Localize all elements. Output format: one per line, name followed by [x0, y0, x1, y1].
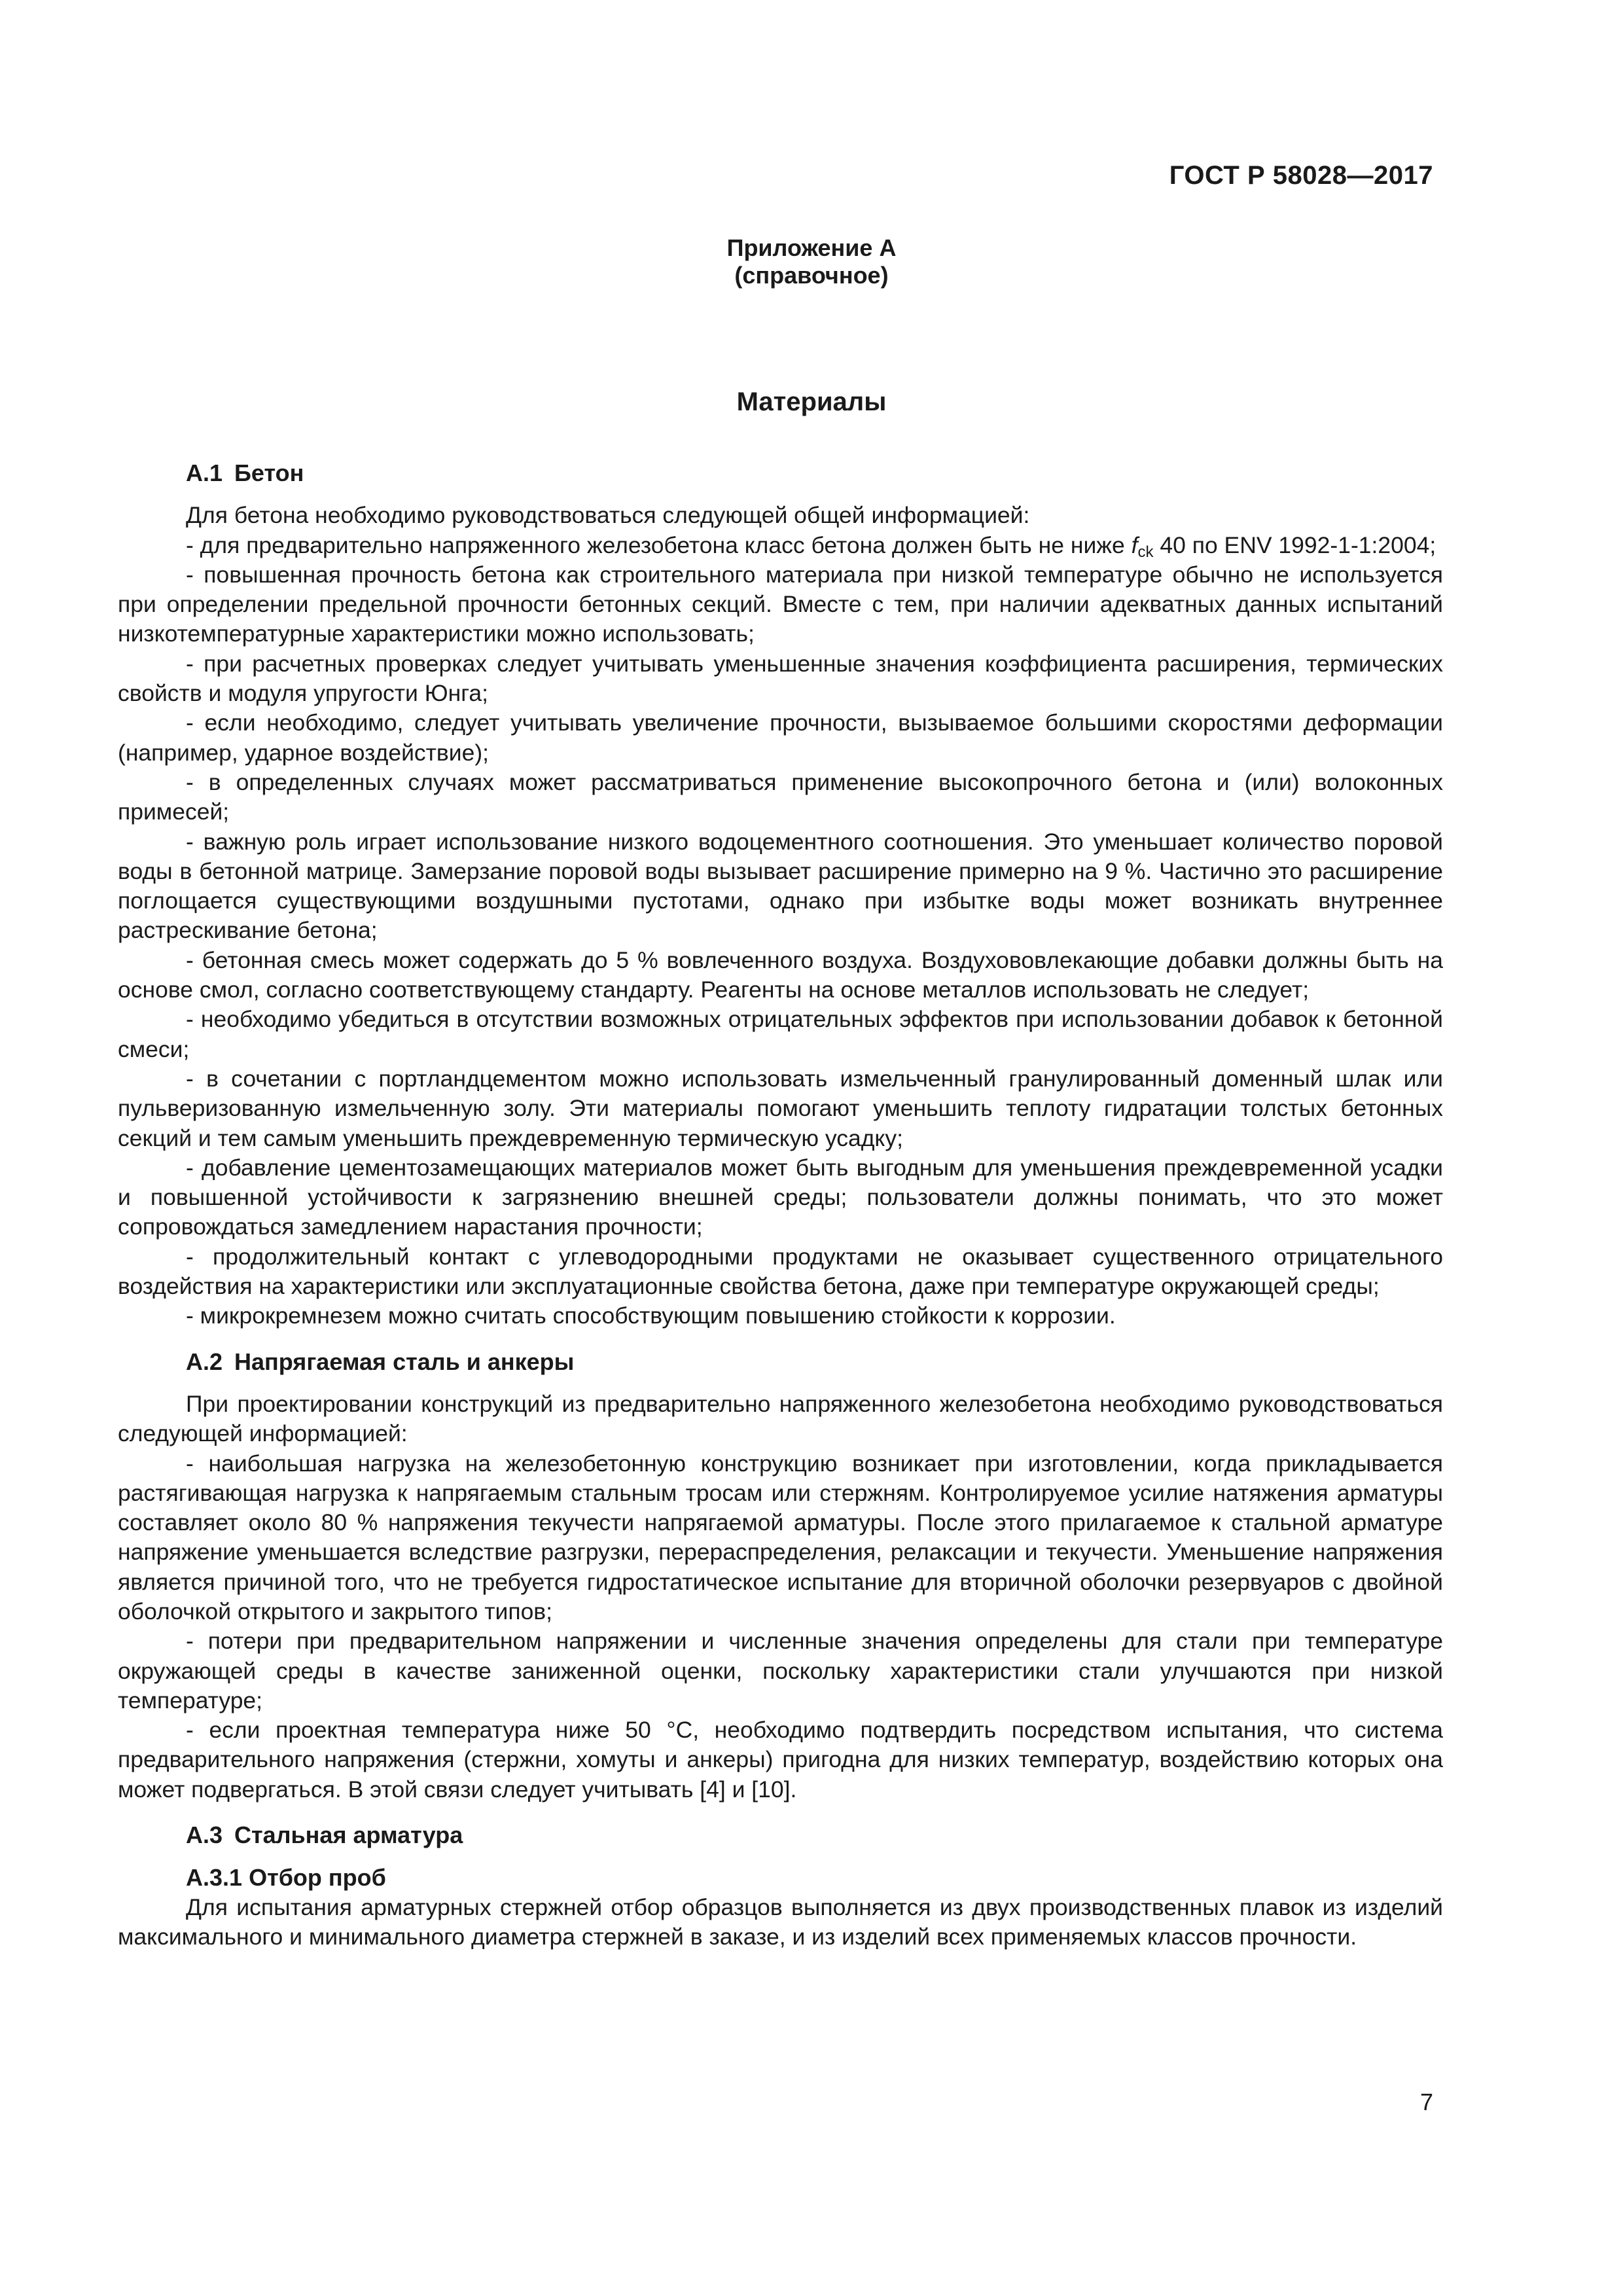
heading-a2	[118, 1347, 1443, 1376]
a2-item: - если проектная температура ниже 50 °C, необходимо подтвердить посредством испытания, что система предварительного напряжения (стержни, хомуты и анкеры) пригодна для низких температур, воздействию которых она может подвергаться. В этой связи следует учитывать [4] и [10].	[118, 1717, 1443, 1803]
a1-item: - в определенных случаях может рассматриваться применение высокопрочного бетона и (или) волоконных примесей;	[118, 768, 1443, 825]
heading-a1	[118, 458, 1443, 488]
a1-item: - в сочетании с портландцементом можно использовать измельченный гранулированный доменный шлак или пульверизованную измельченную золу. Эти материалы помогают уменьшить теплоту гидратации толстых бетонных секций и тем самым уменьшить преждевременную термическую усадку;	[118, 1065, 1443, 1151]
appendix-kind: (справочное)	[734, 262, 889, 289]
page-number: 7	[1419, 2089, 1433, 2115]
heading-a1-number: А.1	[186, 459, 223, 486]
a1-item: - при расчетных проверках следует учитывать уменьшенные значения коэффициента расширения, термических свойств и модуля упругости Юнга;	[118, 650, 1443, 707]
fck-subscript: ck	[1137, 543, 1154, 561]
document-body	[118, 458, 1443, 1952]
a1-item: - если необходимо, следует учитывать увеличение прочности, вызываемое большими скоростями деформации (например, ударное воздействие);	[118, 709, 1443, 766]
heading-a3-1-number: А.3.1	[186, 1864, 243, 1892]
heading-a2-number: А.2	[186, 1348, 223, 1375]
a2-item: - потери при предварительном напряжении и численные значения определены для стали при температуре окружающей среды в качестве заниженной оценки, поскольку характеристики стали улучшаются при низкой температуре;	[118, 1628, 1443, 1713]
document-code: ГОСТ Р 58028—2017	[1169, 161, 1433, 190]
heading-a3-number: А.3	[186, 1821, 223, 1849]
a1-item: - бетонная смесь может содержать до 5 % вовлеченного воздуха. Воздухововлекающие добавки должны быть на основе смол, согласно соответствующему стандарту. Реагенты на основе металлов использовать не следует;	[118, 946, 1443, 1003]
fck-symbol: f	[1131, 531, 1138, 558]
a2-item: - наибольшая нагрузка на железобетонную конструкцию возникает при изготовлении, когда прикладывается растягивающая нагрузка к напрягаемым стальным тросам или стержням. Контролируемое усилие натяжения арматуры составляет около 80 % напряжения текучести напрягаемой арматуры. После этого прилагаемое к стальной арматуре напряжение уменьшается вследствие разгрузки, перераспределения, релаксации и текучести. Уменьшение напряжения является причиной того, что не требуется гидростатическое испытание для вторичной оболочки резервуаров с двойной оболочкой открытого и закрытого типов;	[118, 1450, 1443, 1624]
heading-a2-title: Напрягаемая сталь и анкеры	[234, 1348, 575, 1375]
a1-item: - повышенная прочность бетона как строительного материала при низкой температуре обычно не используется при определении предельной прочности бетонных секций. Вместе с тем, при наличии адекватных данных испытаний низкотемпературные характеристики можно использовать;	[118, 561, 1443, 647]
a1-item: - для предварительно напряженного железобетона класс бетона должен быть не ниже $f_{ck}$ 40 по ENV 1992-1-1:2004;	[186, 531, 1436, 561]
a1-item: - продолжительный контакт с углеводородными продуктами не оказывает существенного отрицательного воздействия на характеристики или эксплуатационные свойства бетона, даже при температуре окружающей среды;	[118, 1243, 1443, 1300]
section-title: Материалы	[736, 387, 887, 416]
heading-a3-1-title: Отбор проб	[249, 1864, 386, 1892]
a1-item: - важную роль играет использование низкого водоцементного соотношения. Это уменьшает количество поровой воды в бетонной матрице. Замерзание поровой воды вызывает расширение примерно на 9 %. Частично это расширение поглощается существующими воздушными пустотами, однако при избытке воды может возникать внутреннее растрескивание бетона;	[118, 828, 1443, 944]
heading-a3-1	[118, 1863, 1443, 1892]
appendix-title: Приложение А	[726, 234, 897, 261]
heading-a3	[118, 1820, 1443, 1850]
heading-a3-title: Стальная арматура	[234, 1821, 463, 1849]
spacer	[118, 1331, 1443, 1347]
spacer	[118, 1804, 1443, 1820]
a2-intro: При проектировании конструкций из предварительно напряженного железобетона необходимо руководствоваться следующей информацией:	[118, 1390, 1443, 1447]
a1-item: - микрокремнезем можно считать способствующим повышению стойкости к коррозии.	[186, 1302, 1116, 1329]
a1-item: - необходимо убедиться в отсутствии возможных отрицательных эффектов при использовании добавок к бетонной смеси;	[118, 1006, 1443, 1062]
a1-item: - добавление цементозамещающих материалов может быть выгодным для уменьшения преждевременной усадки и повышенной устойчивости к загрязнению внешней среды; пользователи должны понимать, что это может сопровождаться замедлением нарастания прочности;	[118, 1154, 1443, 1240]
heading-a1-title: Бетон	[234, 459, 304, 486]
a3-1-text: Для испытания арматурных стержней отбор образцов выполняется из двух производственных плавок из изделий максимального и минимального диаметра стержней в заказе, и из изделий всех применяемых классов прочности.	[118, 1893, 1443, 1950]
a1-intro: Для бетона необходимо руководствоваться следующей общей информацией:	[186, 502, 1030, 529]
